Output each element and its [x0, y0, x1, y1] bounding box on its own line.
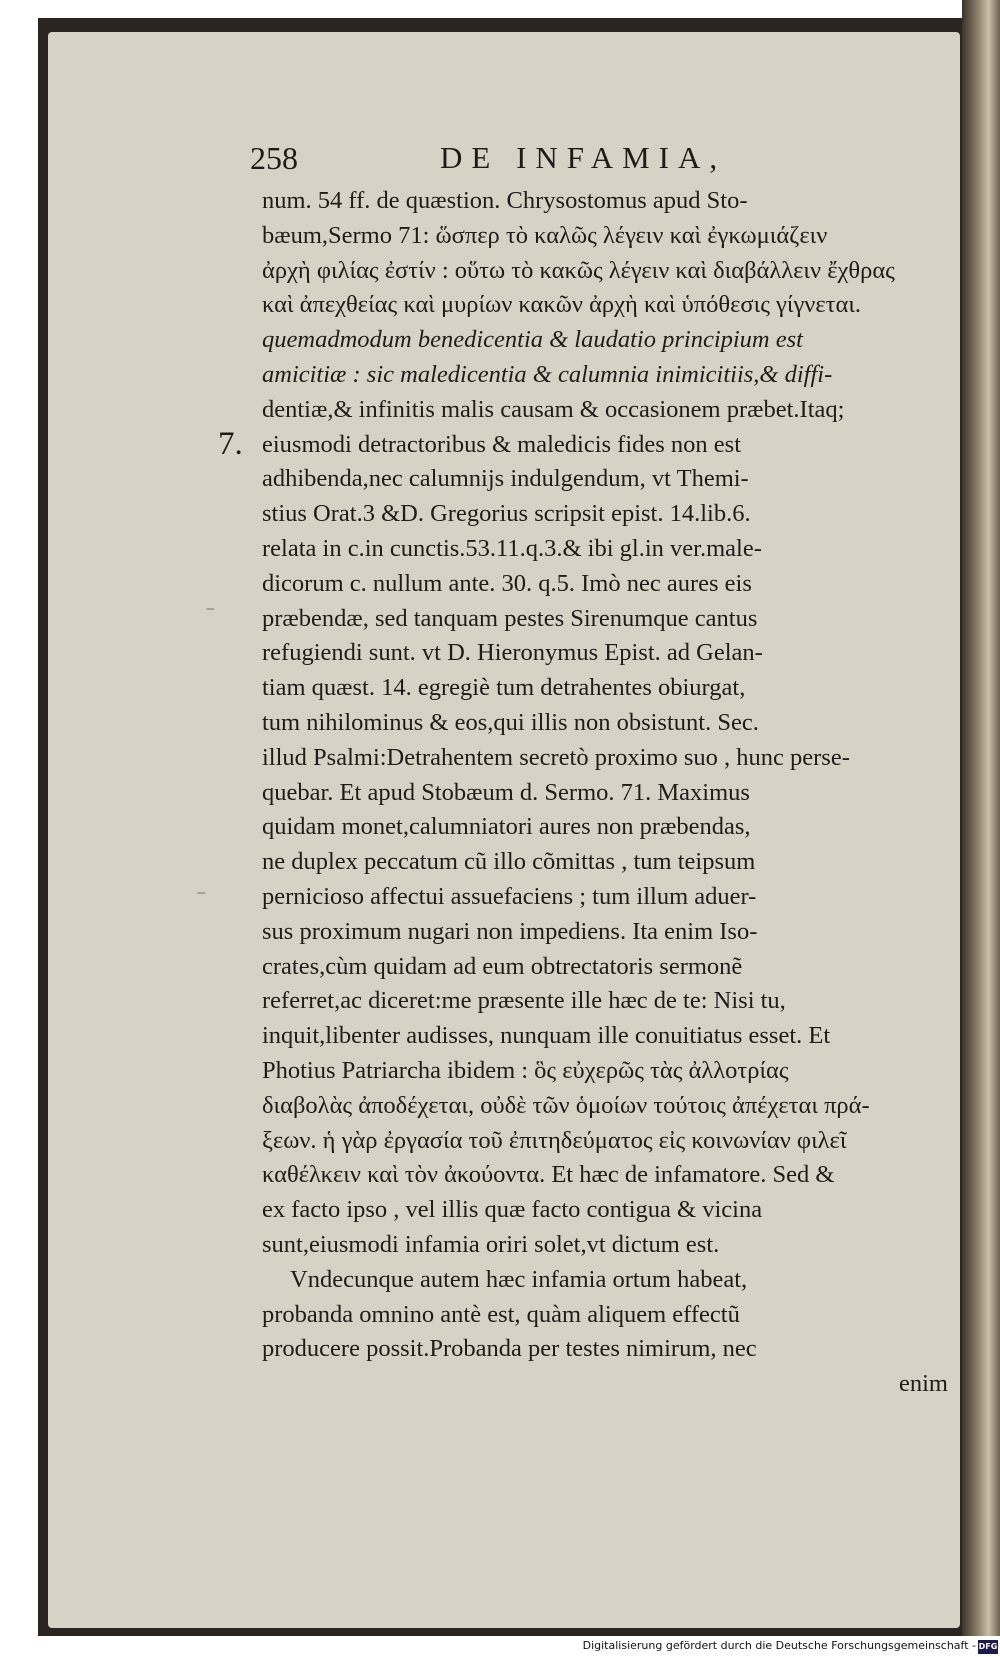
text-line: καθέλκειν καὶ τὸν ἀκούοντα. Et hæc de infamatore. Sed & — [262, 1161, 835, 1189]
text-line: stius Orat.3 &D. Gregorius scripsit epist. 14.lib.6. — [262, 500, 751, 528]
text-line: relata in c.in cunctis.53.11.q.3.& ibi gl.in ver.male- — [262, 534, 762, 562]
text-line: referret,ac diceret:me præsente ille hæc de te: Nisi tu, — [262, 987, 786, 1015]
text-line: pernicioso affectui assuefaciens ; tum illum aduer- — [262, 882, 757, 910]
text-line: probanda omnino antè est, quàm aliquem effectũ — [262, 1300, 740, 1328]
page-header — [250, 140, 795, 180]
text-line: refugiendi sunt. vt D. Hieronymus Epist. ad Gelan- — [262, 639, 763, 667]
text-line: ex facto ipso , vel illis quæ facto contigua & vicina — [262, 1196, 763, 1224]
margin-mark-icon: ⁻ — [196, 884, 207, 908]
text-line: quemadmodum benedicentia & laudatio principium est — [262, 326, 803, 354]
text-line: dentiæ,& infinitis malis causam & occasionem præbet.Itaq; — [262, 395, 845, 423]
text-line: καὶ ἀπεχθείας καὶ μυρίων κακῶν ἀρχὴ καὶ ὑπόθεσις γίγνεται. — [262, 291, 862, 319]
text-line: sunt,eiusmodi infamia oriri solet,vt dictum est. — [262, 1230, 720, 1258]
text-line: dicorum c. nullum ante. 30. q.5. Imò nec aures eis — [262, 569, 752, 597]
text-line: crates,cùm quidam ad eum obtrectatoris sermonẽ — [262, 952, 743, 980]
text-line: tiam quæst. 14. egregiè tum detrahentes obiurgat, — [262, 674, 746, 702]
text-line: quebar. Et apud Stobæum d. Sermo. 71. Maximus — [262, 778, 750, 806]
text-line: eiusmodi detractoribus & maledicis fides non est — [262, 430, 742, 458]
text-line: Photius Patriarcha ibidem : ὃς εὐχερῶς τὰς ἀλλοτρίας — [262, 1056, 789, 1084]
running-title: DE INFAMIA, — [440, 140, 727, 175]
dfg-logo-icon: DFG — [978, 1640, 998, 1654]
text-line: Vndecunque autem hæc infamia ortum habeat, — [290, 1265, 748, 1293]
footer-credit: Digitalisierung gefördert durch die Deutsche Forschungsgemeinschaft - — [582, 1639, 976, 1652]
catchword: enim — [899, 1370, 948, 1398]
text-line: præbendæ, sed tanquam pestes Sirenumque cantus — [262, 604, 758, 632]
page-number: 258 — [250, 140, 298, 176]
text-line: amicitiæ : sic maledicentia & calumnia inimicitiis,& diffi- — [262, 360, 833, 388]
text-line: bæum,Sermo 71: ὥσπερ τὸ καλῶς λέγειν καὶ ἐγκωμιάζειν — [262, 221, 828, 249]
text-line: ξεων. ἡ γὰρ ἐργασία τοῦ ἐπιτηδεύματος εἰς κοινωνίαν φιλεῖ — [262, 1126, 847, 1154]
text-line: illud Psalmi:Detrahentem secretò proximo suo , hunc perse- — [262, 743, 850, 771]
book-spine — [962, 0, 1000, 1636]
text-line: producere possit.Probanda per testes nimirum, nec — [262, 1335, 757, 1363]
margin-note: 7. — [218, 426, 243, 462]
text-line: num. 54 ff. de quæstion. Chrysostomus apud Sto- — [262, 187, 748, 214]
text-line: ne duplex peccatum cũ illo cõmittas , tum teipsum — [262, 848, 756, 876]
footer — [0, 1638, 1000, 1657]
text-line: ἀρχὴ φιλίας ἐστίν : οὕτω τὸ κακῶς λέγειν καὶ διαβάλλειν ἔχθρας — [262, 256, 895, 284]
text-line: quidam monet,calumniatori aures non præbendas, — [262, 813, 751, 841]
text-line: inquit,libenter audisses, nunquam ille conuitiatus esset. Et — [262, 1022, 831, 1050]
body-text — [262, 184, 952, 1402]
text-line: διαβολὰς ἀποδέχεται, οὐδὲ τῶν ὁμοίων τούτοις ἀπέχεται πρά- — [262, 1091, 870, 1119]
margin-mark-icon: ⁻ — [205, 600, 216, 624]
text-line: sus proximum nugari non impediens. Ita enim Iso- — [262, 917, 758, 945]
text-line: tum nihilominus & eos,qui illis non obsistunt. Sec. — [262, 708, 759, 736]
text-line: adhibenda,nec calumnijs indulgendum, vt Themi- — [262, 465, 749, 493]
